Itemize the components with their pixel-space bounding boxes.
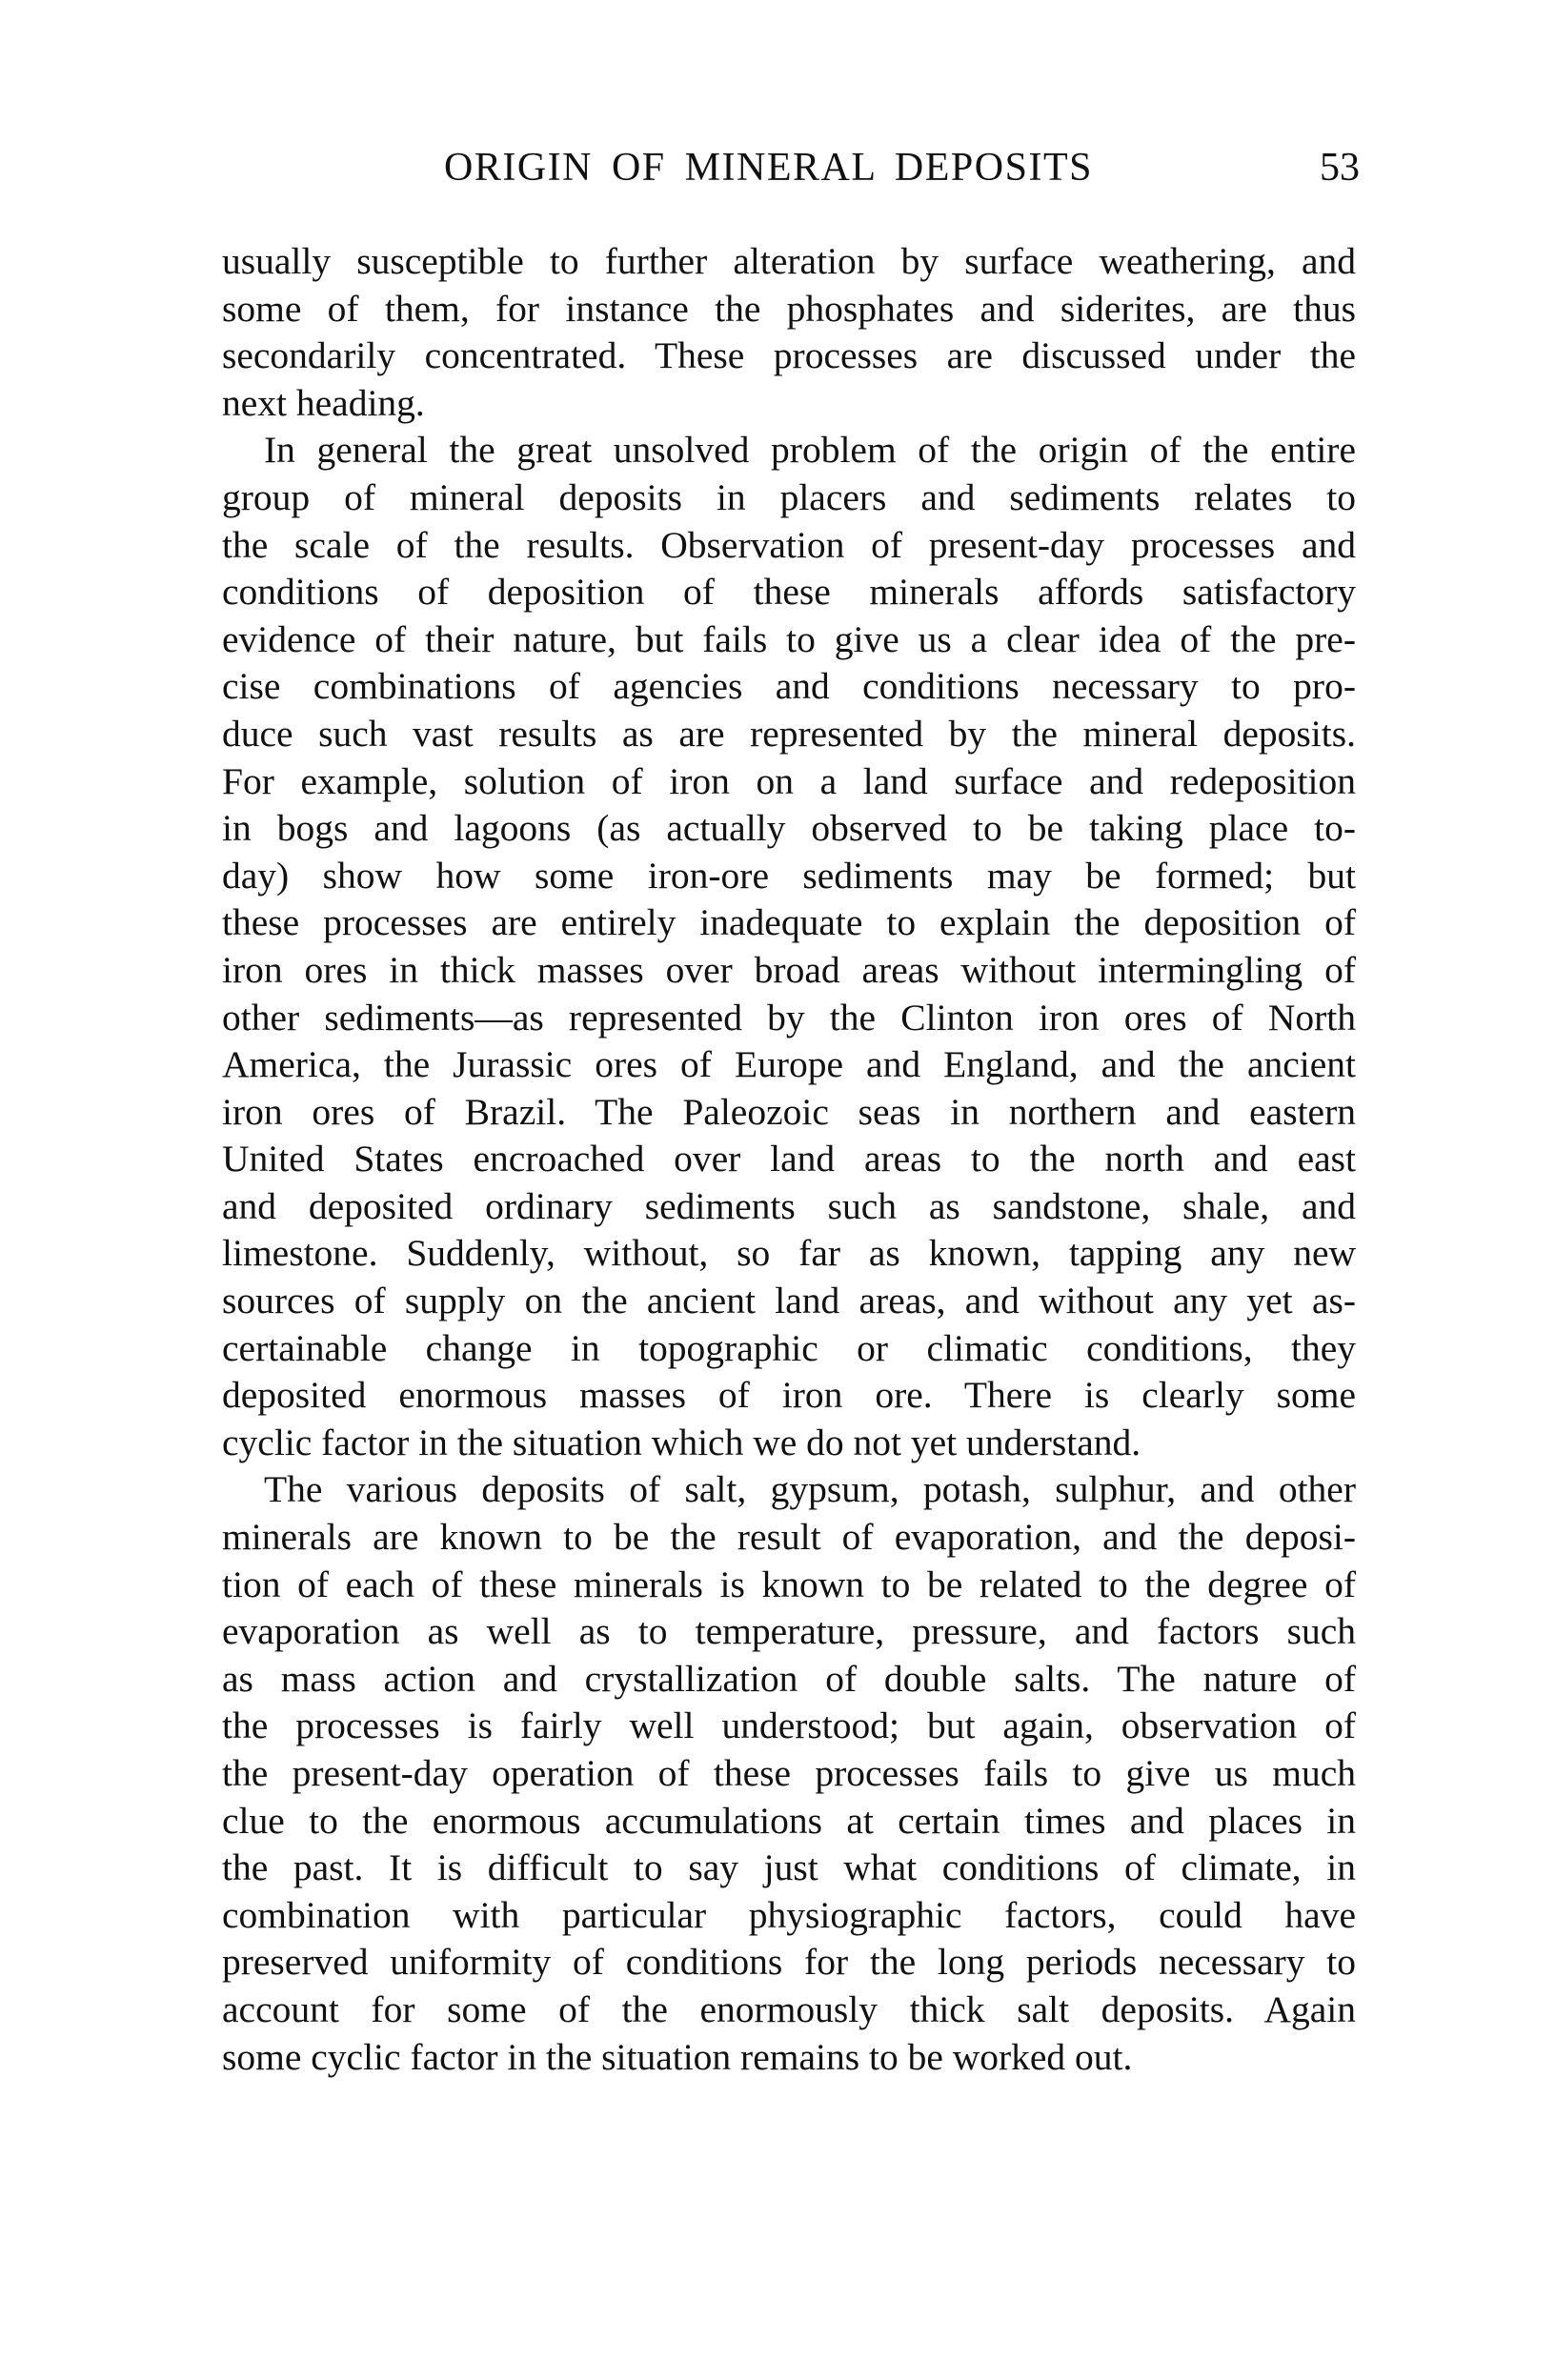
text-line: some of them, for instance the phosphates and siderites, are thus xyxy=(222,287,1356,330)
text-line: deposited enormous masses of iron ore. There is clearly some xyxy=(222,1374,1356,1417)
body-text xyxy=(222,238,1356,2081)
text-line: The various deposits of salt, gypsum, potash, sulphur, and other xyxy=(264,1468,1356,1511)
text-line: combination with particular physiographic factors, could have xyxy=(222,1893,1356,1936)
text-line: and deposited ordinary sediments such as sandstone, shale, and xyxy=(222,1184,1356,1227)
text-line: limestone. Suddenly, without, so far as known, tapping any new xyxy=(222,1232,1356,1275)
text-line: certainable change in topographic or climatic conditions, they xyxy=(222,1326,1356,1369)
text-line: clue to the enormous accumulations at certain times and places in xyxy=(222,1799,1356,1842)
text-line: iron ores in thick masses over broad areas without intermingling of xyxy=(222,948,1356,991)
text-line: the past. It is difficult to say just what conditions of climate, in xyxy=(222,1846,1356,1889)
text-line: evaporation as well as to temperature, pressure, and factors such xyxy=(222,1610,1356,1653)
text-line: evidence of their nature, but fails to give us a clear idea of the pre- xyxy=(222,617,1356,660)
text-line: In general the great unsolved problem of the origin of the entire xyxy=(264,429,1356,472)
text-line: next heading. xyxy=(222,381,425,424)
text-line: in bogs and lagoons (as actually observed to be taking place to- xyxy=(222,807,1356,850)
page-number: 53 xyxy=(1320,146,1360,190)
text-line: iron ores of Brazil. The Paleozoic seas in northern and eastern xyxy=(222,1090,1356,1133)
text-line: America, the Jurassic ores of Europe and England, and the ancient xyxy=(222,1043,1356,1086)
paragraph-3 xyxy=(222,1466,1356,2081)
text-line: as mass action and crystallization of double salts. The nature of xyxy=(222,1657,1356,1700)
paragraph-2 xyxy=(222,427,1356,1466)
text-line: tion of each of these minerals is known to be related to the degree of xyxy=(222,1563,1356,1605)
text-line: United States encroached over land areas to the north and east xyxy=(222,1138,1356,1180)
text-line: account for some of the enormously thick salt deposits. Again xyxy=(222,1987,1356,2030)
text-line: For example, solution of iron on a land surface and redeposition xyxy=(222,759,1356,802)
text-line: usually susceptible to further alteration by surface weathering, and xyxy=(222,240,1356,282)
text-line: other sediments—as represented by the Clinton iron ores of North xyxy=(222,996,1356,1039)
text-line: day) show how some iron-ore sediments may be formed; but xyxy=(222,854,1356,897)
text-line: preserved uniformity of conditions for the long periods necessary to xyxy=(222,1941,1356,1984)
text-line: some cyclic factor in the situation remains to be worked out. xyxy=(222,2035,1133,2078)
text-line: cyclic factor in the situation which we do not yet understand. xyxy=(222,1421,1141,1463)
text-line: conditions of deposition of these minerals affords satisfactory xyxy=(222,571,1356,614)
text-line: cise combinations of agencies and conditions necessary to pro- xyxy=(222,665,1356,708)
text-line: the processes is fairly well understood; but again, observation of xyxy=(222,1704,1356,1747)
text-line: sources of supply on the ancient land areas, and without any yet as- xyxy=(222,1280,1356,1322)
paragraph-1 xyxy=(222,238,1356,427)
text-line: duce such vast results as are represented by the mineral deposits. xyxy=(222,712,1356,755)
running-head-title: ORIGIN OF MINERAL DEPOSITS xyxy=(444,146,1093,190)
text-line: these processes are entirely inadequate to explain the deposition of xyxy=(222,901,1356,944)
text-line: the present-day operation of these processes fails to give us much xyxy=(222,1752,1356,1794)
text-line: group of mineral deposits in placers and sediments relates to xyxy=(222,475,1356,518)
text-line: secondarily concentrated. These processes are discussed under the xyxy=(222,334,1356,377)
text-line: minerals are known to be the result of evaporation, and the deposi- xyxy=(222,1516,1356,1559)
text-line: the scale of the results. Observation of present-day processes and xyxy=(222,523,1356,566)
